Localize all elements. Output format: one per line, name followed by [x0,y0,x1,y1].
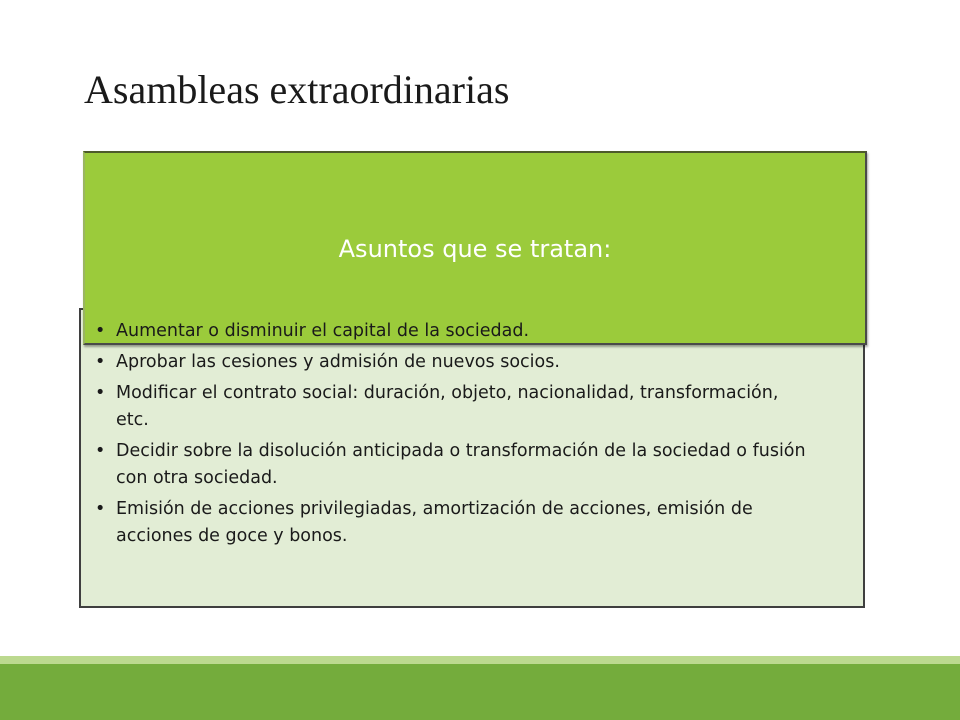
bullet-text: Aprobar las cesiones y admisión de nuevos socios. [116,352,560,372]
bullet-text: Aumentar o disminuir el capital de la sociedad. [116,321,530,341]
bullet-mark: • [95,499,106,519]
list-item [95,438,815,492]
bullet-text: Emisión de acciones privilegiadas, amortización de acciones, emisión de acciones de goce y bonos. [116,499,753,546]
footer-strip [0,656,960,664]
header-title: Asuntos que se tratan: [338,235,612,263]
list-item [95,318,815,345]
bullet-mark: • [95,441,106,461]
list-item [95,496,815,550]
bullet-mark: • [95,352,106,372]
footer-bar [0,664,960,720]
bullet-mark: • [95,321,106,341]
list-item [95,349,815,376]
bullet-list [95,318,815,554]
bullet-mark: • [95,383,106,403]
list-item [95,380,815,434]
bullet-text: Decidir sobre la disolución anticipada o transformación de la sociedad o fusión con otra sociedad. [116,441,806,488]
bullet-text: Modificar el contrato social: duración, objeto, nacionalidad, transformación, etc. [116,383,779,430]
header-box [83,151,867,345]
slide-title: Asambleas extraordinarias [84,67,510,112]
